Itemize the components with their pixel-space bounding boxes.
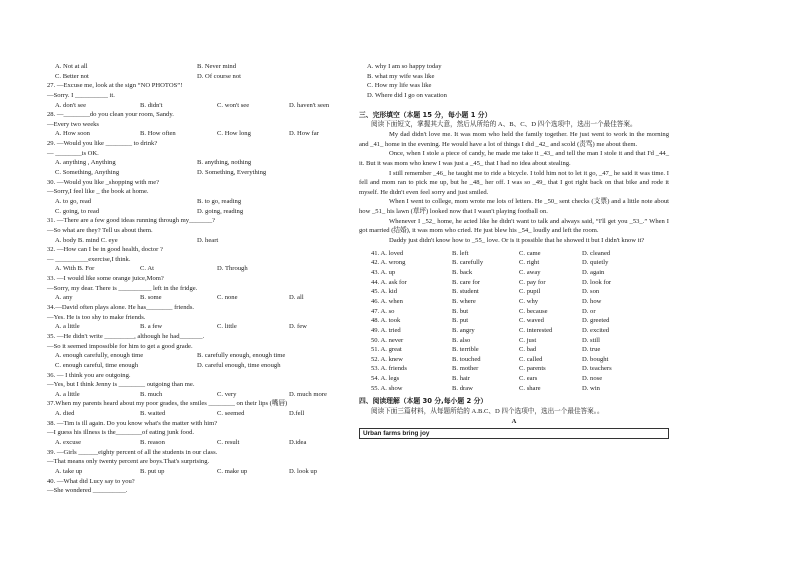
question-line: 39. —Girls ______eighty percent of all the students in our class. <box>47 448 218 456</box>
answer-option: C. very <box>217 390 237 398</box>
answer-option: B. carefully <box>452 259 484 267</box>
answer-option: B. some <box>140 294 162 302</box>
option-line <box>47 168 357 178</box>
answer-option: A. to go, read <box>55 197 92 205</box>
answer-option: D. bought <box>582 355 609 363</box>
answer-option: A. don't see <box>55 101 87 109</box>
answer-option: C. won't see <box>217 101 250 109</box>
question-line: 31. —There are a few good ideas running through my_______? <box>47 217 216 225</box>
option-line <box>47 264 357 274</box>
answer-option: B. hair <box>452 375 470 383</box>
answer-option: D. cleaned <box>582 249 611 257</box>
answer-option: C. make up <box>217 467 248 475</box>
question-line: 40. —What did Lucy say to you? <box>47 477 135 485</box>
passage-paragraph: Whenever I _52_ home, he acted like he didn't want to talk and always said, “I'll get you _53_.” When I got married (结婚), it was mom who cried. He just blew his _54_ loudly and left the room. <box>359 217 669 235</box>
answer-option: B. angry <box>452 326 475 334</box>
answer-option: A. a little <box>55 323 80 331</box>
answer-option: A. Not at all <box>55 63 88 70</box>
answer-option: C. enough careful, time enough <box>55 361 139 369</box>
option-line <box>47 101 357 111</box>
answer-option: C. result <box>217 438 240 446</box>
answer-option: 45. A. kid <box>371 288 398 296</box>
cloze-option-row <box>359 374 669 384</box>
answer-option: B. touched <box>452 355 481 363</box>
option-line <box>47 467 357 477</box>
cloze-option-row <box>359 345 669 355</box>
question-line: —Sorry,I feel like _ the book at home. <box>47 188 149 196</box>
answer-option: B. also <box>452 336 471 344</box>
question-line: 29. —Would you like ________ to drink? <box>47 140 158 148</box>
question-line: 32. —How can I be in good health, doctor ? <box>47 246 163 254</box>
option-line <box>47 207 357 217</box>
passage-paragraph: When I went to college, mom wrote me lots of letters. He _50_ sent checks (支票) and a little note about how _51_ his lawn (草坪) looked now that I wasn't playing football on. <box>359 198 669 216</box>
answer-option: D. how <box>582 297 602 305</box>
answer-option: D. Through <box>217 265 248 273</box>
answer-option: B. didn't <box>140 101 163 109</box>
cloze-option-row <box>359 268 669 278</box>
answer-option: D. Where did I go on vacation <box>367 91 447 99</box>
question-line: 38. —Tim is ill again. Do you know what's the matter with him? <box>47 419 218 427</box>
answer-option: D. Of course not <box>197 72 241 80</box>
passage-paragraph: I still remember _46_ he taught me to ride a bicycle. I told him not to let it go, _47_ he said it was time. I fell and mom ran to pick me up, but he _48_ her off. I was so _49_ that I got right back on that bike and rode it myself. He didn't even feel sorry and just smiled. <box>359 169 669 196</box>
answer-option: 48. A. took <box>371 317 401 325</box>
answer-option: D. greeted <box>582 317 610 325</box>
answer-option: C. bad <box>519 346 537 354</box>
option-line <box>47 62 357 72</box>
answer-option: D. How far <box>289 130 319 138</box>
cloze-instruction: 阅读下面短文，掌握其大意，然后从所给的 A、B、C、D 四个选项中，选出一个最佳答案。 <box>371 121 637 129</box>
answer-option: C. came <box>519 249 541 257</box>
q40-options <box>359 62 669 101</box>
cloze-option-row <box>359 384 669 394</box>
question-line: 37.When my parents heard about my poor grades, the smiles ________ on their lips (嘴唇) <box>47 400 288 408</box>
reading-instruction: 阅读下面三篇材料，从每题所给的 A.B.C、D 四个选项中，选出一个最佳答案。。 <box>371 408 604 416</box>
question-line: — ________is OK. <box>47 149 99 157</box>
answer-option: A. died <box>55 410 75 418</box>
answer-option: D. few <box>289 323 307 331</box>
cloze-option-row <box>359 316 669 326</box>
answer-option: C. pay for <box>519 278 546 286</box>
cloze-option-row <box>359 307 669 317</box>
answer-option: C. How long <box>217 130 251 138</box>
answer-option: A. a little <box>55 390 80 398</box>
option-line <box>47 197 357 207</box>
reading-heading: 四、阅读理解（本题 30 分,每小题 2 分） <box>359 397 488 406</box>
passage-paragraph: Once, when I stole a piece of candy, he made me take it _43_ and tell the man I stole it and that I'd _44_ it. But it was mom who knew I was just a _45_ that I had no idea about stealing. <box>359 150 669 167</box>
option-line <box>47 72 357 82</box>
cloze-option-row <box>359 326 669 336</box>
answer-option: C. share <box>519 384 541 392</box>
answer-option: D. quietly <box>582 259 609 267</box>
cloze-option-row <box>359 258 669 268</box>
answer-option: C. none <box>217 294 238 302</box>
answer-option: D. win <box>582 384 600 392</box>
answer-option: B. waited <box>140 410 166 418</box>
answer-option: D. going, reading <box>197 207 244 215</box>
option-line <box>47 158 357 168</box>
answer-option: B. what my wife was like <box>367 72 435 80</box>
answer-option: A. enough carefully, enough time <box>55 352 144 360</box>
answer-option: 53. A. friends <box>371 365 407 373</box>
answer-option: 52. A. knew <box>371 355 403 363</box>
spacer <box>359 101 669 111</box>
answer-option: 42. A. wrong <box>371 259 406 267</box>
answer-option: A. anything , Anything <box>55 159 116 167</box>
answer-option: B. carefully enough, enough time <box>197 352 286 360</box>
answer-option: D. son <box>582 288 600 296</box>
answer-option: C. parents <box>519 365 546 373</box>
question-line: —Yes, but I think Jenny is ________ outgoing than me. <box>47 381 195 389</box>
answer-option: C. pupil <box>519 288 541 296</box>
question-line: —Sorry. I __________ it. <box>47 91 115 99</box>
question-line: —Sorry, my dear. There is __________ left in the fridge. <box>47 284 198 292</box>
option-line <box>47 361 357 371</box>
answer-option: D. excited <box>582 326 610 334</box>
answer-option: B. to go, reading <box>197 197 242 205</box>
answer-option: B. back <box>452 269 473 277</box>
answer-option: D. teachers <box>582 365 612 373</box>
question-line: 27. —Excuse me, look at the sign “NO PHOTOS”! <box>47 82 183 90</box>
answer-option: A. any <box>55 294 73 302</box>
question-line: 35. —He didn't write _________, although he had_______. <box>47 332 205 340</box>
answer-option: A. With B. For <box>55 265 95 273</box>
option-line <box>47 129 357 139</box>
question-line: —She wondered __________. <box>47 487 128 495</box>
cloze-heading: 三、完形填空（本题 15 分，每小题 1 分） <box>359 110 492 119</box>
cloze-option-row <box>359 364 669 374</box>
answer-option: B. where <box>452 297 476 305</box>
cloze-option-row <box>359 297 669 307</box>
question-line: 36. — I think you are outgoing. <box>47 371 131 379</box>
cloze-option-row <box>359 287 669 297</box>
answer-option: D. haven't seen <box>289 101 330 109</box>
answer-option: C. How my life was like <box>367 82 432 90</box>
answer-option: B. a few <box>140 323 163 331</box>
question-line: 34.—David often plays alone. He has________ friends. <box>47 304 195 312</box>
answer-option: C. ears <box>519 375 538 383</box>
answer-option: C. Better not <box>55 72 89 80</box>
answer-option: 54. A. legs <box>371 375 400 383</box>
answer-option: B. but <box>452 307 469 315</box>
answer-option: B. Never mind <box>197 63 237 70</box>
answer-option: C. At <box>140 265 154 273</box>
cloze-option-row <box>359 278 669 288</box>
answer-option: B. How often <box>140 130 176 138</box>
answer-option: B. student <box>452 288 479 296</box>
question-line: —Yes. He is too shy to make friends. <box>47 313 146 321</box>
answer-option: B. reason <box>140 438 165 446</box>
passage-title-box: Urban farms bring joy <box>359 428 669 439</box>
section-label: A <box>511 417 517 425</box>
answer-option: B. put up <box>140 467 165 475</box>
option-line <box>47 438 357 448</box>
question-line: 30. —Would you like _shopping with me? <box>47 178 160 186</box>
option-line <box>47 236 357 246</box>
option-line <box>47 409 357 419</box>
answer-option: B. put <box>452 317 469 325</box>
cloze-option-row <box>359 336 669 346</box>
option-line <box>47 293 357 303</box>
cloze-option-row <box>359 355 669 365</box>
answer-option: C. right <box>519 259 540 267</box>
answer-option: D. all <box>289 294 304 302</box>
answer-option: 55. A. show <box>371 384 403 392</box>
left-column <box>47 62 357 496</box>
answer-option: C. interested <box>519 326 553 334</box>
cloze-passage <box>359 130 669 246</box>
answer-option: C. little <box>217 323 237 331</box>
answer-option: D. much more <box>289 390 327 398</box>
answer-option: D. careful enough, time enough <box>197 361 281 369</box>
answer-option: C. because <box>519 307 548 315</box>
answer-option: B. anything, nothing <box>197 159 252 167</box>
option-line <box>47 322 357 332</box>
answer-option: B. draw <box>452 384 473 392</box>
answer-option: 51. A. great <box>371 346 402 354</box>
answer-option: C. waved <box>519 317 544 325</box>
answer-option: 43. A. up <box>371 269 396 277</box>
answer-option: B. care for <box>452 278 481 286</box>
answer-option: C. away <box>519 269 541 277</box>
answer-option: D. or <box>582 307 596 315</box>
answer-option: D. look for <box>582 278 612 286</box>
answer-option: C. going, to read <box>55 207 100 215</box>
question-line: —I guess his illness is the________of eating junk food. <box>47 429 195 437</box>
option-line <box>47 390 357 400</box>
answer-option: 41. A. loved <box>371 249 404 257</box>
answer-option: 46. A. when <box>371 297 403 305</box>
answer-option: D.fell <box>289 410 305 418</box>
option-line <box>47 351 357 361</box>
passage-paragraph: Daddy just didn't know how to _55_ love. Or is it possible that he showed it but I didn't know it? <box>389 237 645 245</box>
answer-option: D. Something, Everything <box>197 169 267 177</box>
answer-option: D. nose <box>582 375 603 383</box>
answer-option: D. true <box>582 346 601 354</box>
answer-option: C. Something, Anything <box>55 169 120 177</box>
answer-option: B. left <box>452 249 469 257</box>
question-line: —That means only twenty percent are boys.That's surprising. <box>47 458 210 466</box>
answer-option: D. again <box>582 269 605 277</box>
right-column <box>359 62 669 439</box>
answer-option: D.idea <box>289 438 307 446</box>
answer-option: A. take up <box>55 467 83 475</box>
answer-option: A. How soon <box>55 130 90 138</box>
answer-option: 49. A. tried <box>371 326 401 334</box>
answer-option: A. why I am so happy today <box>367 63 442 70</box>
answer-option: C. called <box>519 355 543 363</box>
question-line: —Every two weeks <box>47 120 100 128</box>
cloze-option-row <box>359 249 669 259</box>
question-line: 33. —I would like some orange juice,Mom? <box>47 275 164 283</box>
answer-option: D. still <box>582 336 600 344</box>
answer-option: A. excuse <box>55 438 81 446</box>
cloze-options <box>359 249 669 394</box>
answer-option: B. mother <box>452 365 479 373</box>
question-line: —So what are they? Tell us about them. <box>47 226 153 234</box>
answer-option: D. heart <box>197 236 219 244</box>
question-line: 28. —________do you clean your room, Sandy. <box>47 111 174 119</box>
answer-option: A. body B. mind C. eye <box>55 236 118 244</box>
answer-option: C. just <box>519 336 537 344</box>
passage-paragraph: My dad didn't love me. It was mom who held the family together. He just went to work in the morning and _41_ home in the evening. He would have a lot of things I did _42_ and scold (责骂) me about them. <box>359 130 669 148</box>
answer-option: B. terrible <box>452 346 479 354</box>
answer-option: 44. A. ask for <box>371 278 407 286</box>
answer-option: D. look up <box>289 467 318 475</box>
question-line: — __________exercise,I think. <box>47 255 131 263</box>
answer-option: 50. A. never <box>371 336 404 344</box>
answer-option: B. much <box>140 390 163 398</box>
question-line: —So it seemed impossible for him to get a good grade. <box>47 342 193 350</box>
answer-option: 47. A. so <box>371 307 395 315</box>
answer-option: C. why <box>519 297 539 305</box>
answer-option: C. seemed <box>217 410 245 418</box>
